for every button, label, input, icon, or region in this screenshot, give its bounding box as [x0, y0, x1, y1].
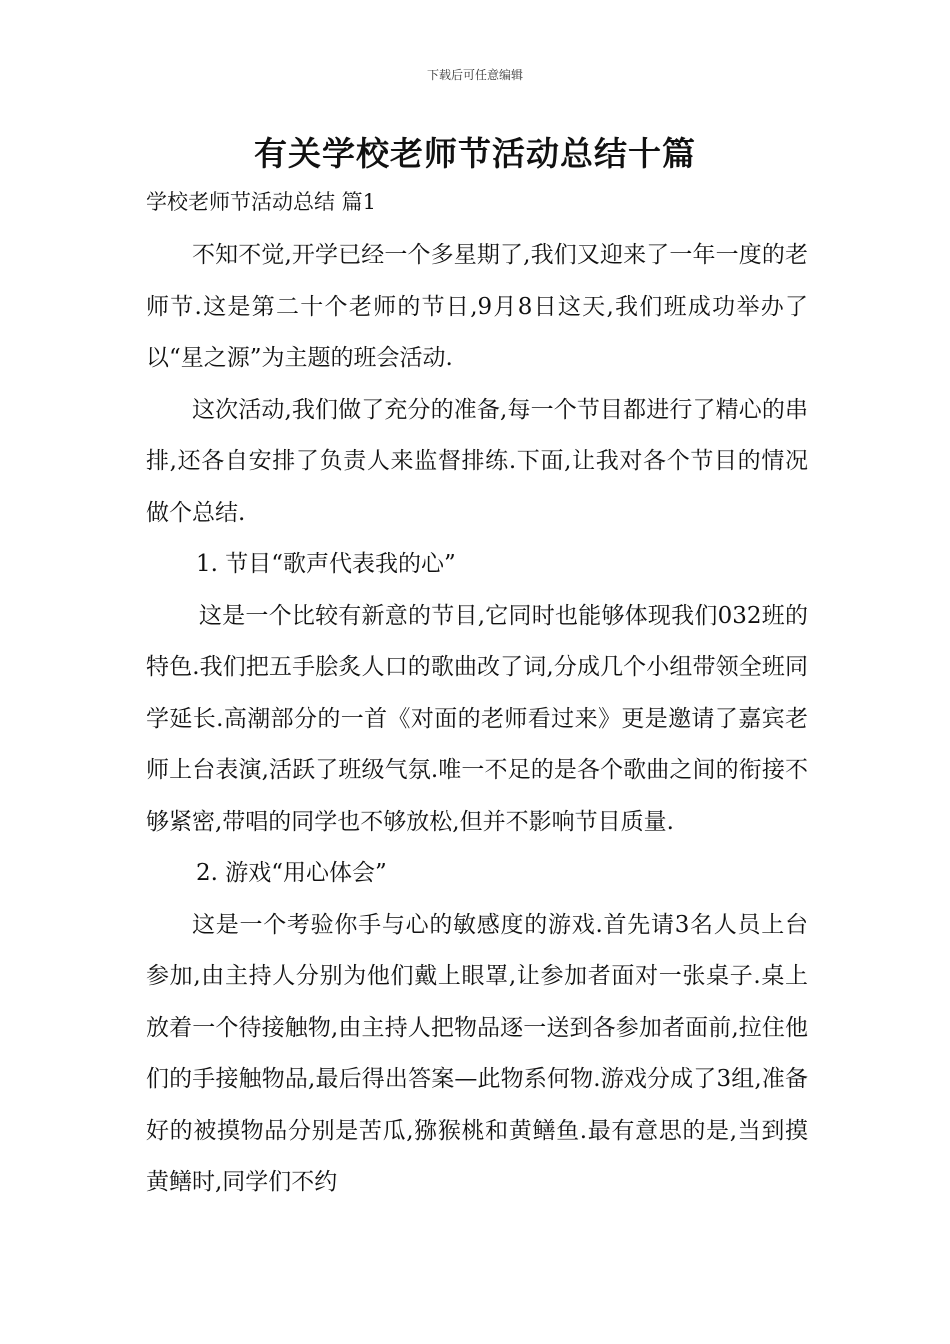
header-note: 下载后可任意编辑	[426, 68, 523, 82]
document-title: 有关学校老师节活动总结十篇	[254, 134, 696, 173]
section-heading: 学校老师节活动总结 篇1	[146, 190, 377, 214]
document-body	[146, 230, 808, 1209]
paragraph-program-1: 这是一个比较有新意的节目,它同时也能够体现我们032班的特色.我们把五手脍炙人口的歌曲改了词,分成几个小组带领全班同学延长.高潮部分的一首《对面的老师看过来》更是邀请了嘉宾老师上台表演,活跃了班级气氛.唯一不足的是各个歌曲之间的衔接不够紧密,带唱的同学也不够放松,但并不影响节目质量.	[146, 602, 808, 835]
paragraph-program-2: 这是一个考验你手与心的敏感度的游戏.首先请3名人员上台参加,由主持人分别为他们戴上眼罩,让参加者面对一张桌子.桌上放着一个待接触物,由主持人把物品逐一送到各参加者面前,拉住他们的手接触物品,最后得出答案—此物系何物.游戏分成了3组,准备好的被摸物品分别是苦瓜,猕猴桃和黄鳝鱼.最有意思的是,当到摸黄鳝时,同学们不约	[146, 911, 808, 1195]
list-item-program-1: 1. 节目“歌声代表我的心”	[196, 551, 456, 577]
paragraph-preparation: 这次活动,我们做了充分的准备,每一个节目都进行了精心的串排,还各自安排了负责人来监督排练.下面,让我对各个节目的情况做个总结.	[146, 396, 808, 526]
list-item-program-2: 2. 游戏“用心体会”	[196, 860, 387, 886]
paragraph-intro: 不知不觉,开学已经一个多星期了,我们又迎来了一年一度的老师节.这是第二十个老师的节日,9月8日这天,我们班成功举办了以“星之源”为主题的班会活动.	[146, 242, 808, 371]
